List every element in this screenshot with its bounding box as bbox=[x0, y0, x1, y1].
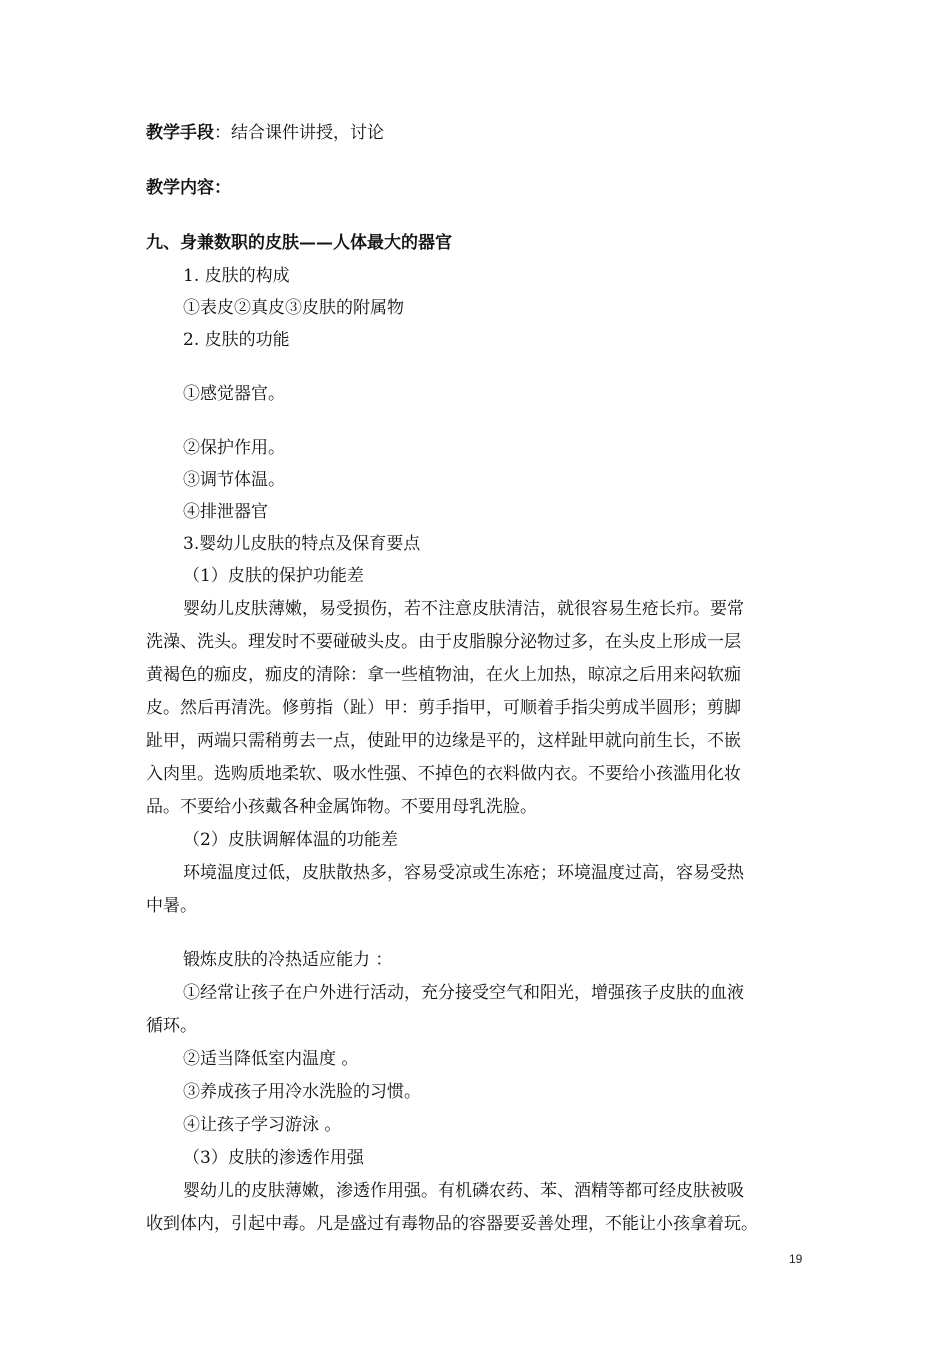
sub1-paragraph-line: 入肉里。选购质地柔软、吸水性强、不掉色的衣料做内衣。不要给小孩滥用化妆 bbox=[146, 764, 741, 784]
function-item: ①感觉器官。 bbox=[183, 384, 285, 404]
exercise-line: ①经常让孩子在户外进行活动，充分接受空气和阳光，增强孩子皮肤的血液 bbox=[183, 983, 744, 1003]
section-title: 九、身兼数职的皮肤——人体最大的器官 bbox=[146, 233, 452, 253]
teaching-means-label: 教学手段 bbox=[146, 123, 214, 143]
sub1-paragraph-line: 婴幼儿皮肤薄嫩，易受损伤，若不注意皮肤清洁，就很容易生疮长疖。要常 bbox=[183, 599, 744, 619]
function-item: ④排泄器官 bbox=[183, 502, 268, 522]
item1-title: 1. 皮肤的构成 bbox=[183, 266, 290, 286]
sub2-paragraph-line: 环境温度过低，皮肤散热多，容易受凉或生冻疮；环境温度过高，容易受热 bbox=[183, 863, 744, 883]
exercise-line: ②适当降低室内温度 。 bbox=[183, 1049, 359, 1069]
teaching-means-line bbox=[146, 121, 384, 145]
exercise-line: ④让孩子学习游泳 。 bbox=[183, 1115, 342, 1135]
function-item: ②保护作用。 bbox=[183, 438, 285, 458]
item1-body: ①表皮②真皮③皮肤的附属物 bbox=[183, 298, 404, 318]
item3-title: 3.婴幼儿皮肤的特点及保育要点 bbox=[183, 534, 421, 554]
page-number: 19 bbox=[789, 1252, 803, 1266]
sub1-paragraph-line: 黄褐色的痂皮，痂皮的清除：拿一些植物油，在火上加热，晾凉之后用来闷软痂 bbox=[146, 665, 741, 685]
sub2-paragraph-line: 中暑。 bbox=[146, 896, 197, 916]
sub3-paragraph-line: 收到体内，引起中毒。凡是盛过有毒物品的容器要妥善处理，不能让小孩拿着玩。 bbox=[146, 1214, 758, 1234]
exercise-title: 锻炼皮肤的冷热适应能力 ： bbox=[183, 950, 393, 970]
sub3-paragraph-line: 婴幼儿的皮肤薄嫩，渗透作用强。有机磷农药、苯、酒精等都可经皮肤被吸 bbox=[183, 1181, 744, 1201]
sub1-paragraph-line: 品。不要给小孩戴各种金属饰物。不要用母乳洗脸。 bbox=[146, 797, 537, 817]
sub1-title: （1）皮肤的保护功能差 bbox=[183, 566, 364, 586]
item2-title: 2. 皮肤的功能 bbox=[183, 330, 290, 350]
sub1-paragraph-line: 洗澡、洗头。理发时不要碰破头皮。由于皮脂腺分泌物过多，在头皮上形成一层 bbox=[146, 632, 741, 652]
sub1-paragraph-line: 皮。然后再清洗。修剪指（趾）甲：剪手指甲，可顺着手指尖剪成半圆形；剪脚 bbox=[146, 698, 741, 718]
function-item: ③调节体温。 bbox=[183, 470, 285, 490]
exercise-line: 循环。 bbox=[146, 1016, 197, 1036]
teaching-means-value: ：结合课件讲授，讨论 bbox=[214, 123, 384, 143]
teaching-content-label: 教学内容： bbox=[146, 178, 231, 198]
sub1-paragraph-line: 趾甲，两端只需稍剪去一点，使趾甲的边缘是平的，这样趾甲就向前生长，不嵌 bbox=[146, 731, 741, 751]
sub2-title: （2）皮肤调解体温的功能差 bbox=[183, 830, 398, 850]
exercise-line: ③养成孩子用冷水洗脸的习惯。 bbox=[183, 1082, 421, 1102]
sub3-title: （3）皮肤的渗透作用强 bbox=[183, 1148, 364, 1168]
